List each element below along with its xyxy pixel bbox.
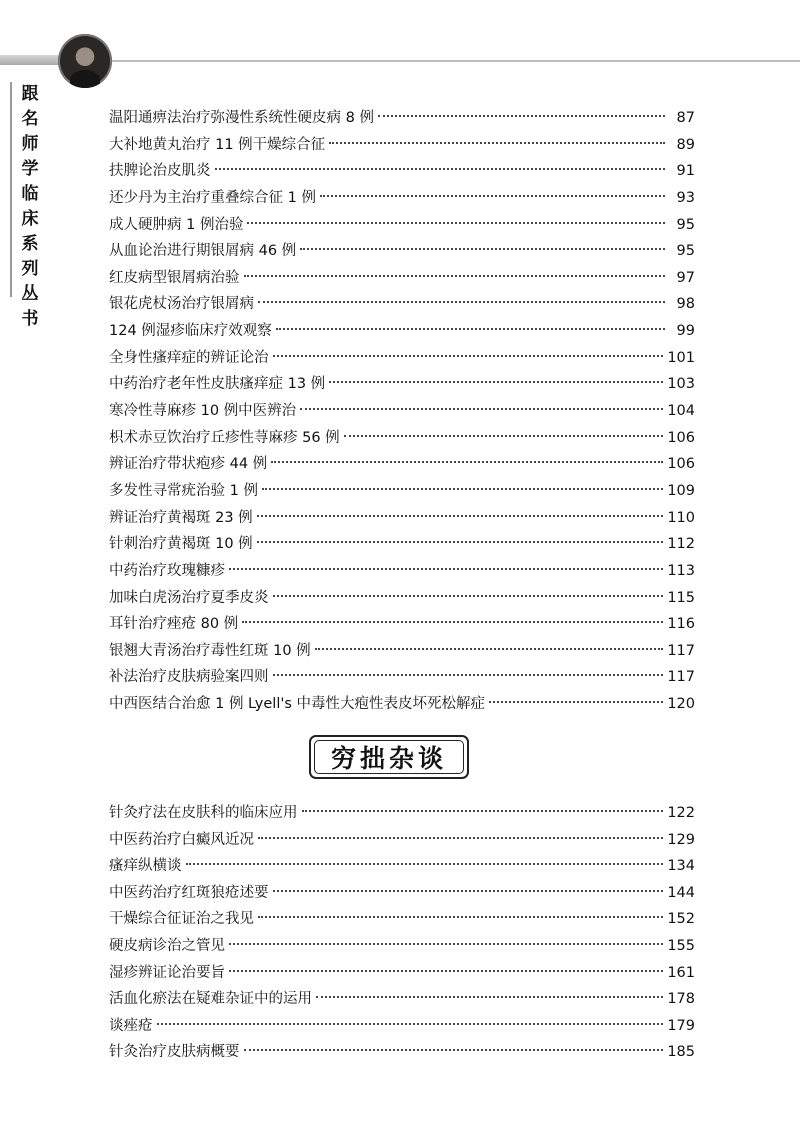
toc-entry-title: 活血化瘀法在疑难杂证中的运用 [109, 991, 312, 1008]
toc-entry-page: 93 [676, 189, 695, 206]
toc-entry-title: 加味白虎汤治疗夏季皮炎 [109, 589, 269, 606]
toc-entry-title: 枳术赤豆饮治疗丘疹性荨麻疹 56 例 [109, 429, 340, 446]
toc-leader-dots [229, 952, 663, 972]
toc-entry-title: 针灸治疗皮肤病概要 [109, 1044, 240, 1061]
section-heading-box [309, 735, 469, 779]
toc-leader-dots [257, 523, 664, 543]
toc-list-part1 [109, 102, 695, 715]
series-char: 学 [21, 159, 39, 179]
toc-entry[interactable] [109, 1036, 695, 1063]
toc-leader-dots [276, 310, 665, 330]
toc-leader-dots [257, 497, 664, 517]
toc-entry-page: 113 [667, 562, 695, 579]
toc-entry-page: 117 [667, 642, 695, 659]
toc-entry-page: 115 [667, 589, 695, 606]
toc-entry-title: 湿疹辨证论治要旨 [109, 964, 225, 981]
toc-leader-dots [262, 470, 663, 490]
series-char: 跟 [21, 84, 39, 104]
toc-entry-title: 谈痤疮 [109, 1017, 153, 1034]
toc-leader-dots [300, 390, 663, 410]
toc-leader-dots [273, 577, 664, 597]
toc-leader-dots [273, 872, 664, 892]
toc-entry-page: 116 [667, 616, 695, 633]
side-rule [10, 82, 12, 297]
toc-leader-dots [302, 792, 664, 812]
series-char: 床 [21, 209, 39, 229]
toc-leader-dots [300, 230, 665, 250]
toc-entry-page: 104 [667, 403, 695, 420]
toc-entry-title: 多发性寻常疣治验 1 例 [109, 482, 258, 499]
author-portrait [58, 34, 112, 88]
series-char: 系 [21, 234, 39, 254]
toc-leader-dots [258, 819, 663, 839]
toc-entry-page: 110 [667, 509, 695, 526]
series-char: 名 [21, 109, 39, 129]
toc-entry-page: 178 [667, 991, 695, 1008]
toc-entry-title: 还少丹为主治疗重叠综合征 1 例 [109, 189, 316, 206]
toc-leader-dots [157, 1005, 664, 1025]
series-char: 丛 [21, 284, 39, 304]
toc-entry-page: 185 [667, 1044, 695, 1061]
toc-entry-title: 中医药治疗白癜风近况 [109, 831, 254, 848]
toc-leader-dots [229, 550, 663, 570]
toc-entry-page: 87 [676, 110, 695, 126]
toc-entry-page: 97 [676, 269, 695, 286]
toc-entry-page: 129 [667, 831, 695, 848]
toc-entry-page: 91 [676, 163, 695, 180]
toc-entry-title: 成人硬肿病 1 例治验 [109, 216, 244, 233]
toc-entry-page: 95 [676, 243, 695, 260]
toc-leader-dots [258, 898, 663, 918]
toc-entry-page: 95 [676, 216, 695, 233]
toc-leader-dots [244, 257, 666, 277]
toc-entry-page: 120 [667, 696, 695, 713]
toc-leader-dots [320, 177, 665, 197]
toc-leader-dots [229, 925, 663, 945]
toc-leader-dots [329, 363, 663, 383]
toc-entry-title: 温阳通痹法治疗弥漫性系统性硬皮病 8 例 [109, 110, 374, 126]
toc-entry-page: 179 [667, 1017, 695, 1034]
toc-entry-title: 全身性瘙痒症的辨证论治 [109, 349, 269, 366]
toc-entry-title: 大补地黄丸治疗 11 例干燥综合征 [109, 136, 326, 153]
toc-leader-dots [186, 845, 664, 865]
toc-leader-dots [273, 337, 664, 357]
toc-leader-dots [489, 683, 663, 703]
toc-leader-dots [378, 97, 665, 117]
toc-entry-title: 中西医结合治愈 1 例 Lyell's 中毒性大疱性表皮坏死松解症 [109, 696, 486, 713]
toc-entry-title: 耳针治疗痤疮 80 例 [109, 616, 239, 633]
toc-leader-dots [247, 204, 665, 224]
toc-entry-page: 144 [667, 884, 695, 901]
toc-entry-page: 134 [667, 858, 695, 875]
series-char: 列 [21, 259, 39, 279]
toc-leader-dots [242, 603, 663, 623]
toc-entry-title: 辨证治疗带状疱疹 44 例 [109, 456, 268, 473]
toc-entry-title: 红皮病型银屑病治验 [109, 269, 240, 286]
toc-entry-title: 从血论治进行期银屑病 46 例 [109, 243, 297, 260]
toc-list-part2 [109, 797, 695, 1063]
toc-leader-dots [315, 630, 664, 650]
toc-entry-page: 109 [667, 482, 695, 499]
toc-entry-title: 中药治疗老年性皮肤瘙痒症 13 例 [109, 376, 326, 393]
toc-leader-dots [273, 656, 664, 676]
toc-entry-page: 103 [667, 376, 695, 393]
toc-entry-title: 针刺治疗黄褐斑 10 例 [109, 536, 253, 553]
series-title [18, 82, 42, 332]
toc-entry-page: 155 [667, 937, 695, 954]
series-char: 临 [21, 184, 39, 204]
toc-leader-dots [316, 978, 663, 998]
toc-entry-title: 银花虎杖汤治疗银屑病 [109, 296, 254, 313]
section-title: 穷拙杂谈 [330, 744, 447, 773]
toc-entry-title: 银翘大青汤治疗毒性红斑 10 例 [109, 642, 311, 659]
toc-entry-title: 扶脾论治皮肌炎 [109, 163, 211, 180]
toc-leader-dots [329, 124, 665, 144]
series-char: 书 [21, 309, 39, 329]
toc-entry-page: 117 [667, 669, 695, 686]
toc-entry-title: 瘙痒纵横谈 [109, 858, 182, 875]
toc-entry-page: 98 [676, 296, 695, 313]
toc-entry-page: 112 [667, 536, 695, 553]
toc-entry-page: 152 [667, 911, 695, 928]
header-rule [108, 60, 800, 62]
toc-entry-title: 干燥综合征证治之我见 [109, 911, 254, 928]
toc-entry-page: 106 [667, 456, 695, 473]
toc-leader-dots [344, 417, 664, 437]
toc-leader-dots [271, 443, 663, 463]
toc-entry-title: 针灸疗法在皮肤科的临床应用 [109, 805, 298, 821]
toc-leader-dots [244, 1031, 664, 1051]
toc-leader-dots [258, 283, 665, 303]
toc-entry[interactable] [109, 688, 695, 715]
toc-entry-title: 中药治疗玫瑰糠疹 [109, 562, 225, 579]
toc-entry-page: 122 [667, 805, 695, 821]
toc-entry-page: 89 [676, 136, 695, 153]
toc-entry-page: 101 [667, 349, 695, 366]
toc-entry-page: 106 [667, 429, 695, 446]
toc-entry-title: 硬皮病诊治之管见 [109, 937, 225, 954]
header-bar [0, 55, 66, 65]
toc-entry-title: 寒冷性荨麻疹 10 例中医辨治 [109, 403, 297, 420]
toc-entry-title: 中医药治疗红斑狼疮述要 [109, 884, 269, 901]
toc-entry-title: 补法治疗皮肤病验案四则 [109, 669, 269, 686]
toc-leader-dots [215, 150, 666, 170]
toc-entry-title: 辨证治疗黄褐斑 23 例 [109, 509, 253, 526]
series-char: 师 [21, 134, 39, 154]
toc-entry-page: 161 [667, 964, 695, 981]
toc-entry-title: 124 例湿疹临床疗效观察 [109, 323, 272, 340]
toc-entry-page: 99 [676, 323, 695, 340]
